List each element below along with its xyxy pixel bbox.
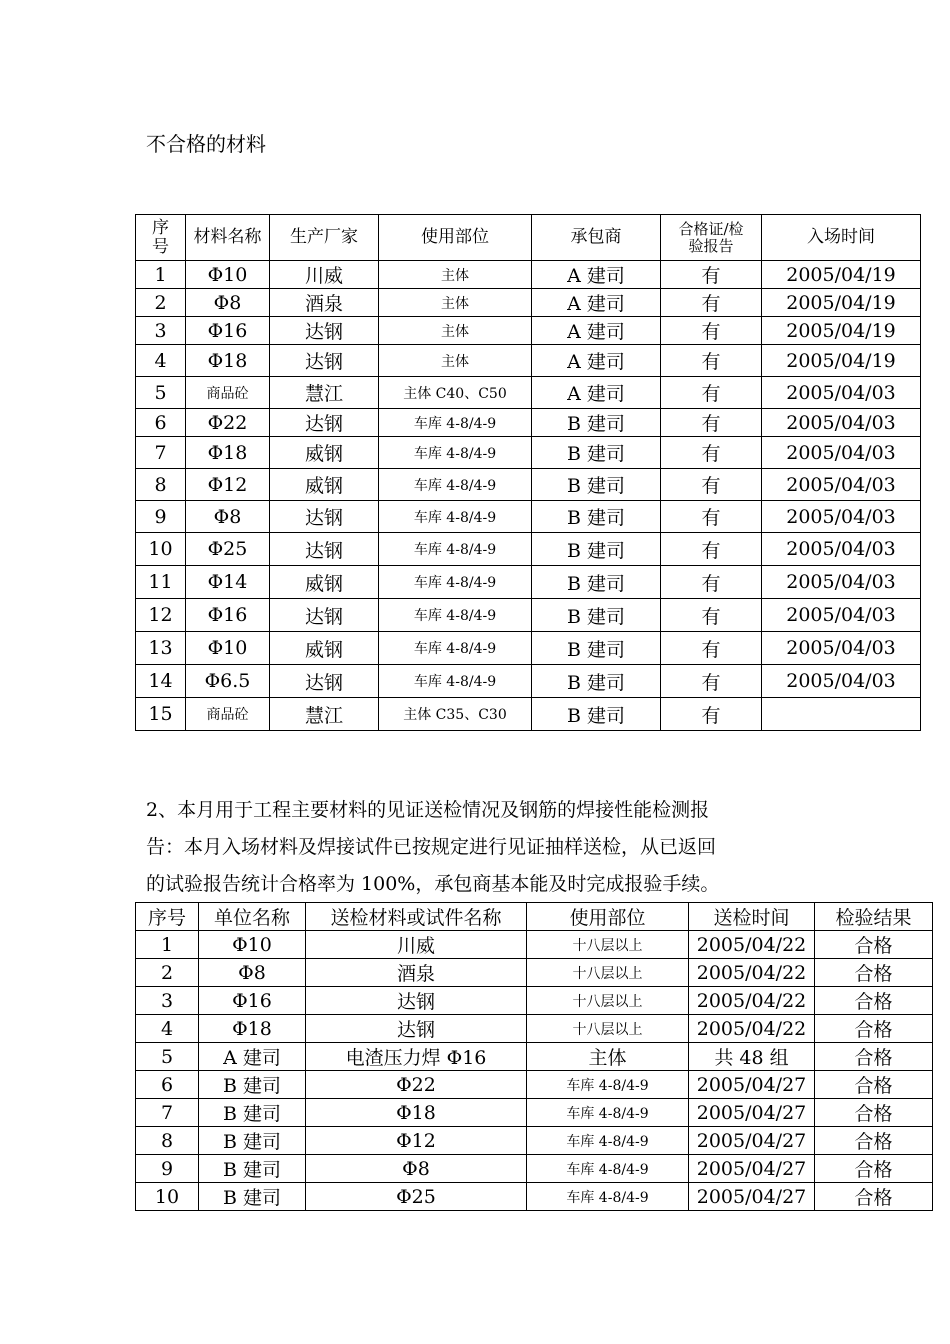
table-cell: Φ8 <box>199 959 306 987</box>
table-row <box>136 959 933 987</box>
table-cell: 慧江 <box>270 377 379 409</box>
table-cell: 十八层以上 <box>527 959 689 987</box>
table-cell: 慧江 <box>270 698 379 731</box>
header-cell: 合格证/检验报告 <box>661 215 762 261</box>
table-cell: B 建司 <box>532 469 661 501</box>
table-cell: 有 <box>661 289 762 317</box>
header-cell: 使用部位 <box>379 215 532 261</box>
table-cell: B 建司 <box>199 1071 306 1099</box>
table-cell: 达钢 <box>270 317 379 345</box>
table-cell: 达钢 <box>270 345 379 377</box>
header-cell: 送检材料或试件名称 <box>306 903 527 931</box>
header-cell: 送检时间 <box>689 903 815 931</box>
table-cell: 主体 <box>379 345 532 377</box>
table-cell: B 建司 <box>199 1155 306 1183</box>
table-cell: 主体 <box>379 317 532 345</box>
table-cell: 5 <box>136 1043 199 1071</box>
table-row <box>136 698 921 731</box>
table-cell: 10 <box>136 533 186 566</box>
table-cell: B 建司 <box>532 409 661 437</box>
table-cell: 有 <box>661 437 762 469</box>
table-header-row <box>136 215 921 261</box>
table-cell: 有 <box>661 377 762 409</box>
table-cell: Φ8 <box>186 289 270 317</box>
header-cell: 生产厂家 <box>270 215 379 261</box>
table-cell: 2005/04/03 <box>762 599 921 632</box>
table-cell: 2005/04/03 <box>762 632 921 665</box>
table-cell: Φ18 <box>199 1015 306 1043</box>
table-cell: 合格 <box>815 1099 933 1127</box>
table-cell: A 建司 <box>532 289 661 317</box>
table-cell: 车库 4-8/4-9 <box>379 533 532 566</box>
table-row <box>136 1155 933 1183</box>
table-cell: B 建司 <box>199 1099 306 1127</box>
table-cell: Φ8 <box>186 501 270 533</box>
header-cell: 材料名称 <box>186 215 270 261</box>
table-cell: B 建司 <box>199 1183 306 1211</box>
paragraph-line: 告：本月入场材料及焊接试件已按规定进行见证抽样送检，从已返回 <box>146 836 717 858</box>
table-cell: 有 <box>661 469 762 501</box>
table-cell: B 建司 <box>532 501 661 533</box>
table-cell: 13 <box>136 632 186 665</box>
table-header-row <box>136 903 933 931</box>
table-cell <box>762 698 921 731</box>
table-row <box>136 501 921 533</box>
table-cell: 2005/04/03 <box>762 501 921 533</box>
table-cell: 达钢 <box>270 501 379 533</box>
table-cell: Φ12 <box>186 469 270 501</box>
table-row <box>136 1127 933 1155</box>
table-cell: 有 <box>661 533 762 566</box>
table-cell: Φ18 <box>186 345 270 377</box>
table-cell: 2005/04/22 <box>689 1015 815 1043</box>
table-row <box>136 409 921 437</box>
table-cell: 1 <box>136 261 186 289</box>
table-cell: 有 <box>661 501 762 533</box>
table-cell: 达钢 <box>270 599 379 632</box>
table-cell: Φ12 <box>306 1127 527 1155</box>
table-cell: B 建司 <box>532 665 661 698</box>
table-cell: Φ16 <box>186 317 270 345</box>
table-cell: 达钢 <box>270 665 379 698</box>
table-cell: 合格 <box>815 1043 933 1071</box>
table-row <box>136 665 921 698</box>
table-cell: Φ14 <box>186 566 270 599</box>
paragraph-line: 的试验报告统计合格率为 100%，承包商基本能及时完成报验手续。 <box>146 873 720 895</box>
table-cell: 2005/04/27 <box>689 1127 815 1155</box>
table-cell: B 建司 <box>532 533 661 566</box>
table-cell: 1 <box>136 931 199 959</box>
table-cell: 2 <box>136 289 186 317</box>
table-cell: 威钢 <box>270 437 379 469</box>
table-cell: 2005/04/03 <box>762 469 921 501</box>
table-cell: Φ25 <box>186 533 270 566</box>
table-cell: 车库 4-8/4-9 <box>527 1183 689 1211</box>
table-cell: 威钢 <box>270 566 379 599</box>
table-cell: 2005/04/03 <box>762 533 921 566</box>
table-cell: Φ18 <box>306 1099 527 1127</box>
table-cell: 合格 <box>815 1183 933 1211</box>
table-cell: A 建司 <box>532 345 661 377</box>
table-cell: 酒泉 <box>270 289 379 317</box>
table-cell: 有 <box>661 261 762 289</box>
header-cell: 检验结果 <box>815 903 933 931</box>
table-cell: 有 <box>661 409 762 437</box>
table-row <box>136 632 921 665</box>
table-cell: Φ8 <box>306 1155 527 1183</box>
table-row <box>136 261 921 289</box>
table-row <box>136 1183 933 1211</box>
table-cell: 2005/04/19 <box>762 317 921 345</box>
table-row <box>136 931 933 959</box>
table-cell: 车库 4-8/4-9 <box>527 1127 689 1155</box>
table-cell: 14 <box>136 665 186 698</box>
table-cell: A 建司 <box>532 317 661 345</box>
table-cell: 2005/04/27 <box>689 1099 815 1127</box>
table-cell: B 建司 <box>199 1127 306 1155</box>
header-cell: 单位名称 <box>199 903 306 931</box>
table-cell: 合格 <box>815 1071 933 1099</box>
table-cell: 车库 4-8/4-9 <box>527 1099 689 1127</box>
table-cell: 2005/04/19 <box>762 261 921 289</box>
header-cell: 使用部位 <box>527 903 689 931</box>
table-cell: 2005/04/19 <box>762 345 921 377</box>
table-cell: 合格 <box>815 1015 933 1043</box>
table-cell: 车库 4-8/4-9 <box>527 1071 689 1099</box>
table-cell: 主体 <box>527 1043 689 1071</box>
table-cell: Φ16 <box>199 987 306 1015</box>
table-cell: 主体 <box>379 261 532 289</box>
table-cell: 车库 4-8/4-9 <box>379 665 532 698</box>
table-cell: 4 <box>136 345 186 377</box>
table-cell: 十八层以上 <box>527 1015 689 1043</box>
table-cell: 7 <box>136 437 186 469</box>
table-row <box>136 566 921 599</box>
table-cell: 4 <box>136 1015 199 1043</box>
table-row <box>136 377 921 409</box>
table-cell: 7 <box>136 1099 199 1127</box>
table-cell: 2 <box>136 959 199 987</box>
table-cell: 有 <box>661 345 762 377</box>
table-cell: 6 <box>136 1071 199 1099</box>
table-cell: Φ10 <box>199 931 306 959</box>
table-cell: 合格 <box>815 1155 933 1183</box>
table-cell: 车库 4-8/4-9 <box>379 632 532 665</box>
table-cell: 车库 4-8/4-9 <box>379 469 532 501</box>
table-cell: Φ6.5 <box>186 665 270 698</box>
table-cell: 2005/04/27 <box>689 1155 815 1183</box>
table-cell: 2005/04/03 <box>762 409 921 437</box>
table-cell: 8 <box>136 469 186 501</box>
table-row <box>136 317 921 345</box>
table-cell: B 建司 <box>532 566 661 599</box>
table-cell: 商品砼 <box>186 698 270 731</box>
table-cell: 合格 <box>815 931 933 959</box>
table-cell: 10 <box>136 1183 199 1211</box>
table-cell: B 建司 <box>532 437 661 469</box>
table-cell: 有 <box>661 566 762 599</box>
table-cell: 车库 4-8/4-9 <box>379 566 532 599</box>
table-cell: 酒泉 <box>306 959 527 987</box>
table-cell: Φ10 <box>186 632 270 665</box>
table-cell: 2005/04/03 <box>762 437 921 469</box>
table-cell: 达钢 <box>306 1015 527 1043</box>
table-cell: 8 <box>136 1127 199 1155</box>
table-cell: 威钢 <box>270 632 379 665</box>
table-cell: 2005/04/27 <box>689 1071 815 1099</box>
table-cell: B 建司 <box>532 698 661 731</box>
table-cell: Φ16 <box>186 599 270 632</box>
table-cell: 2005/04/19 <box>762 289 921 317</box>
table-cell: Φ22 <box>186 409 270 437</box>
table-cell: 电渣压力焊 Φ16 <box>306 1043 527 1071</box>
table-cell: A 建司 <box>532 377 661 409</box>
table-cell: 有 <box>661 665 762 698</box>
table-cell: 5 <box>136 377 186 409</box>
table-cell: 主体 C35、C30 <box>379 698 532 731</box>
table-cell: 2005/04/03 <box>762 566 921 599</box>
table-cell: 3 <box>136 987 199 1015</box>
table-cell: 15 <box>136 698 186 731</box>
table-row <box>136 437 921 469</box>
table-cell: 车库 4-8/4-9 <box>379 599 532 632</box>
table-row <box>136 1071 933 1099</box>
table-cell: 威钢 <box>270 469 379 501</box>
table-row <box>136 1099 933 1127</box>
table-cell: 有 <box>661 317 762 345</box>
table-cell: 川威 <box>306 931 527 959</box>
table-cell: 12 <box>136 599 186 632</box>
table-cell: 2005/04/22 <box>689 959 815 987</box>
table-cell: B 建司 <box>532 632 661 665</box>
header-cell: 入场时间 <box>762 215 921 261</box>
table-cell: 有 <box>661 632 762 665</box>
nonconforming-materials-table <box>135 214 921 731</box>
table-cell: 川威 <box>270 261 379 289</box>
table-cell: 主体 <box>379 289 532 317</box>
witness-inspection-table <box>135 902 933 1211</box>
section-heading: 不合格的材料 <box>146 132 266 156</box>
table-cell: 11 <box>136 566 186 599</box>
table-cell: 2005/04/03 <box>762 665 921 698</box>
table-cell: 6 <box>136 409 186 437</box>
table-cell: 9 <box>136 1155 199 1183</box>
header-cell: 序号 <box>136 903 199 931</box>
table-row <box>136 987 933 1015</box>
header-cell: 承包商 <box>532 215 661 261</box>
table-cell: Φ25 <box>306 1183 527 1211</box>
table-cell: 2005/04/03 <box>762 377 921 409</box>
table-cell: 2005/04/22 <box>689 987 815 1015</box>
table-cell: 合格 <box>815 959 933 987</box>
table-cell: Φ22 <box>306 1071 527 1099</box>
table-cell: 车库 4-8/4-9 <box>379 437 532 469</box>
table-cell: 车库 4-8/4-9 <box>379 409 532 437</box>
table-cell: 有 <box>661 698 762 731</box>
table-cell: A 建司 <box>199 1043 306 1071</box>
table-cell: B 建司 <box>532 599 661 632</box>
table-cell: 达钢 <box>270 533 379 566</box>
table-cell: Φ10 <box>186 261 270 289</box>
table-cell: 合格 <box>815 987 933 1015</box>
table-cell: Φ18 <box>186 437 270 469</box>
table-cell: 主体 C40、C50 <box>379 377 532 409</box>
table-cell: 十八层以上 <box>527 987 689 1015</box>
table-cell: A 建司 <box>532 261 661 289</box>
table-row <box>136 469 921 501</box>
table-row <box>136 1043 933 1071</box>
table-cell: 有 <box>661 599 762 632</box>
table-cell: 9 <box>136 501 186 533</box>
table-cell: 共 48 组 <box>689 1043 815 1071</box>
header-cell: 序号 <box>136 215 186 261</box>
paragraph-line: 2、本月用于工程主要材料的见证送检情况及钢筋的焊接性能检测报 <box>146 799 710 821</box>
table-cell: 商品砼 <box>186 377 270 409</box>
table-cell: 车库 4-8/4-9 <box>527 1155 689 1183</box>
table-row <box>136 599 921 632</box>
table-row <box>136 1015 933 1043</box>
table-cell: 车库 4-8/4-9 <box>379 501 532 533</box>
table-cell: 合格 <box>815 1127 933 1155</box>
table-row <box>136 345 921 377</box>
table-cell: 十八层以上 <box>527 931 689 959</box>
table-cell: 达钢 <box>270 409 379 437</box>
table-cell: 3 <box>136 317 186 345</box>
table-cell: 2005/04/22 <box>689 931 815 959</box>
table-row <box>136 533 921 566</box>
table-cell: 达钢 <box>306 987 527 1015</box>
table-row <box>136 289 921 317</box>
inspection-summary-paragraph <box>146 792 826 903</box>
table-cell: 2005/04/27 <box>689 1183 815 1211</box>
